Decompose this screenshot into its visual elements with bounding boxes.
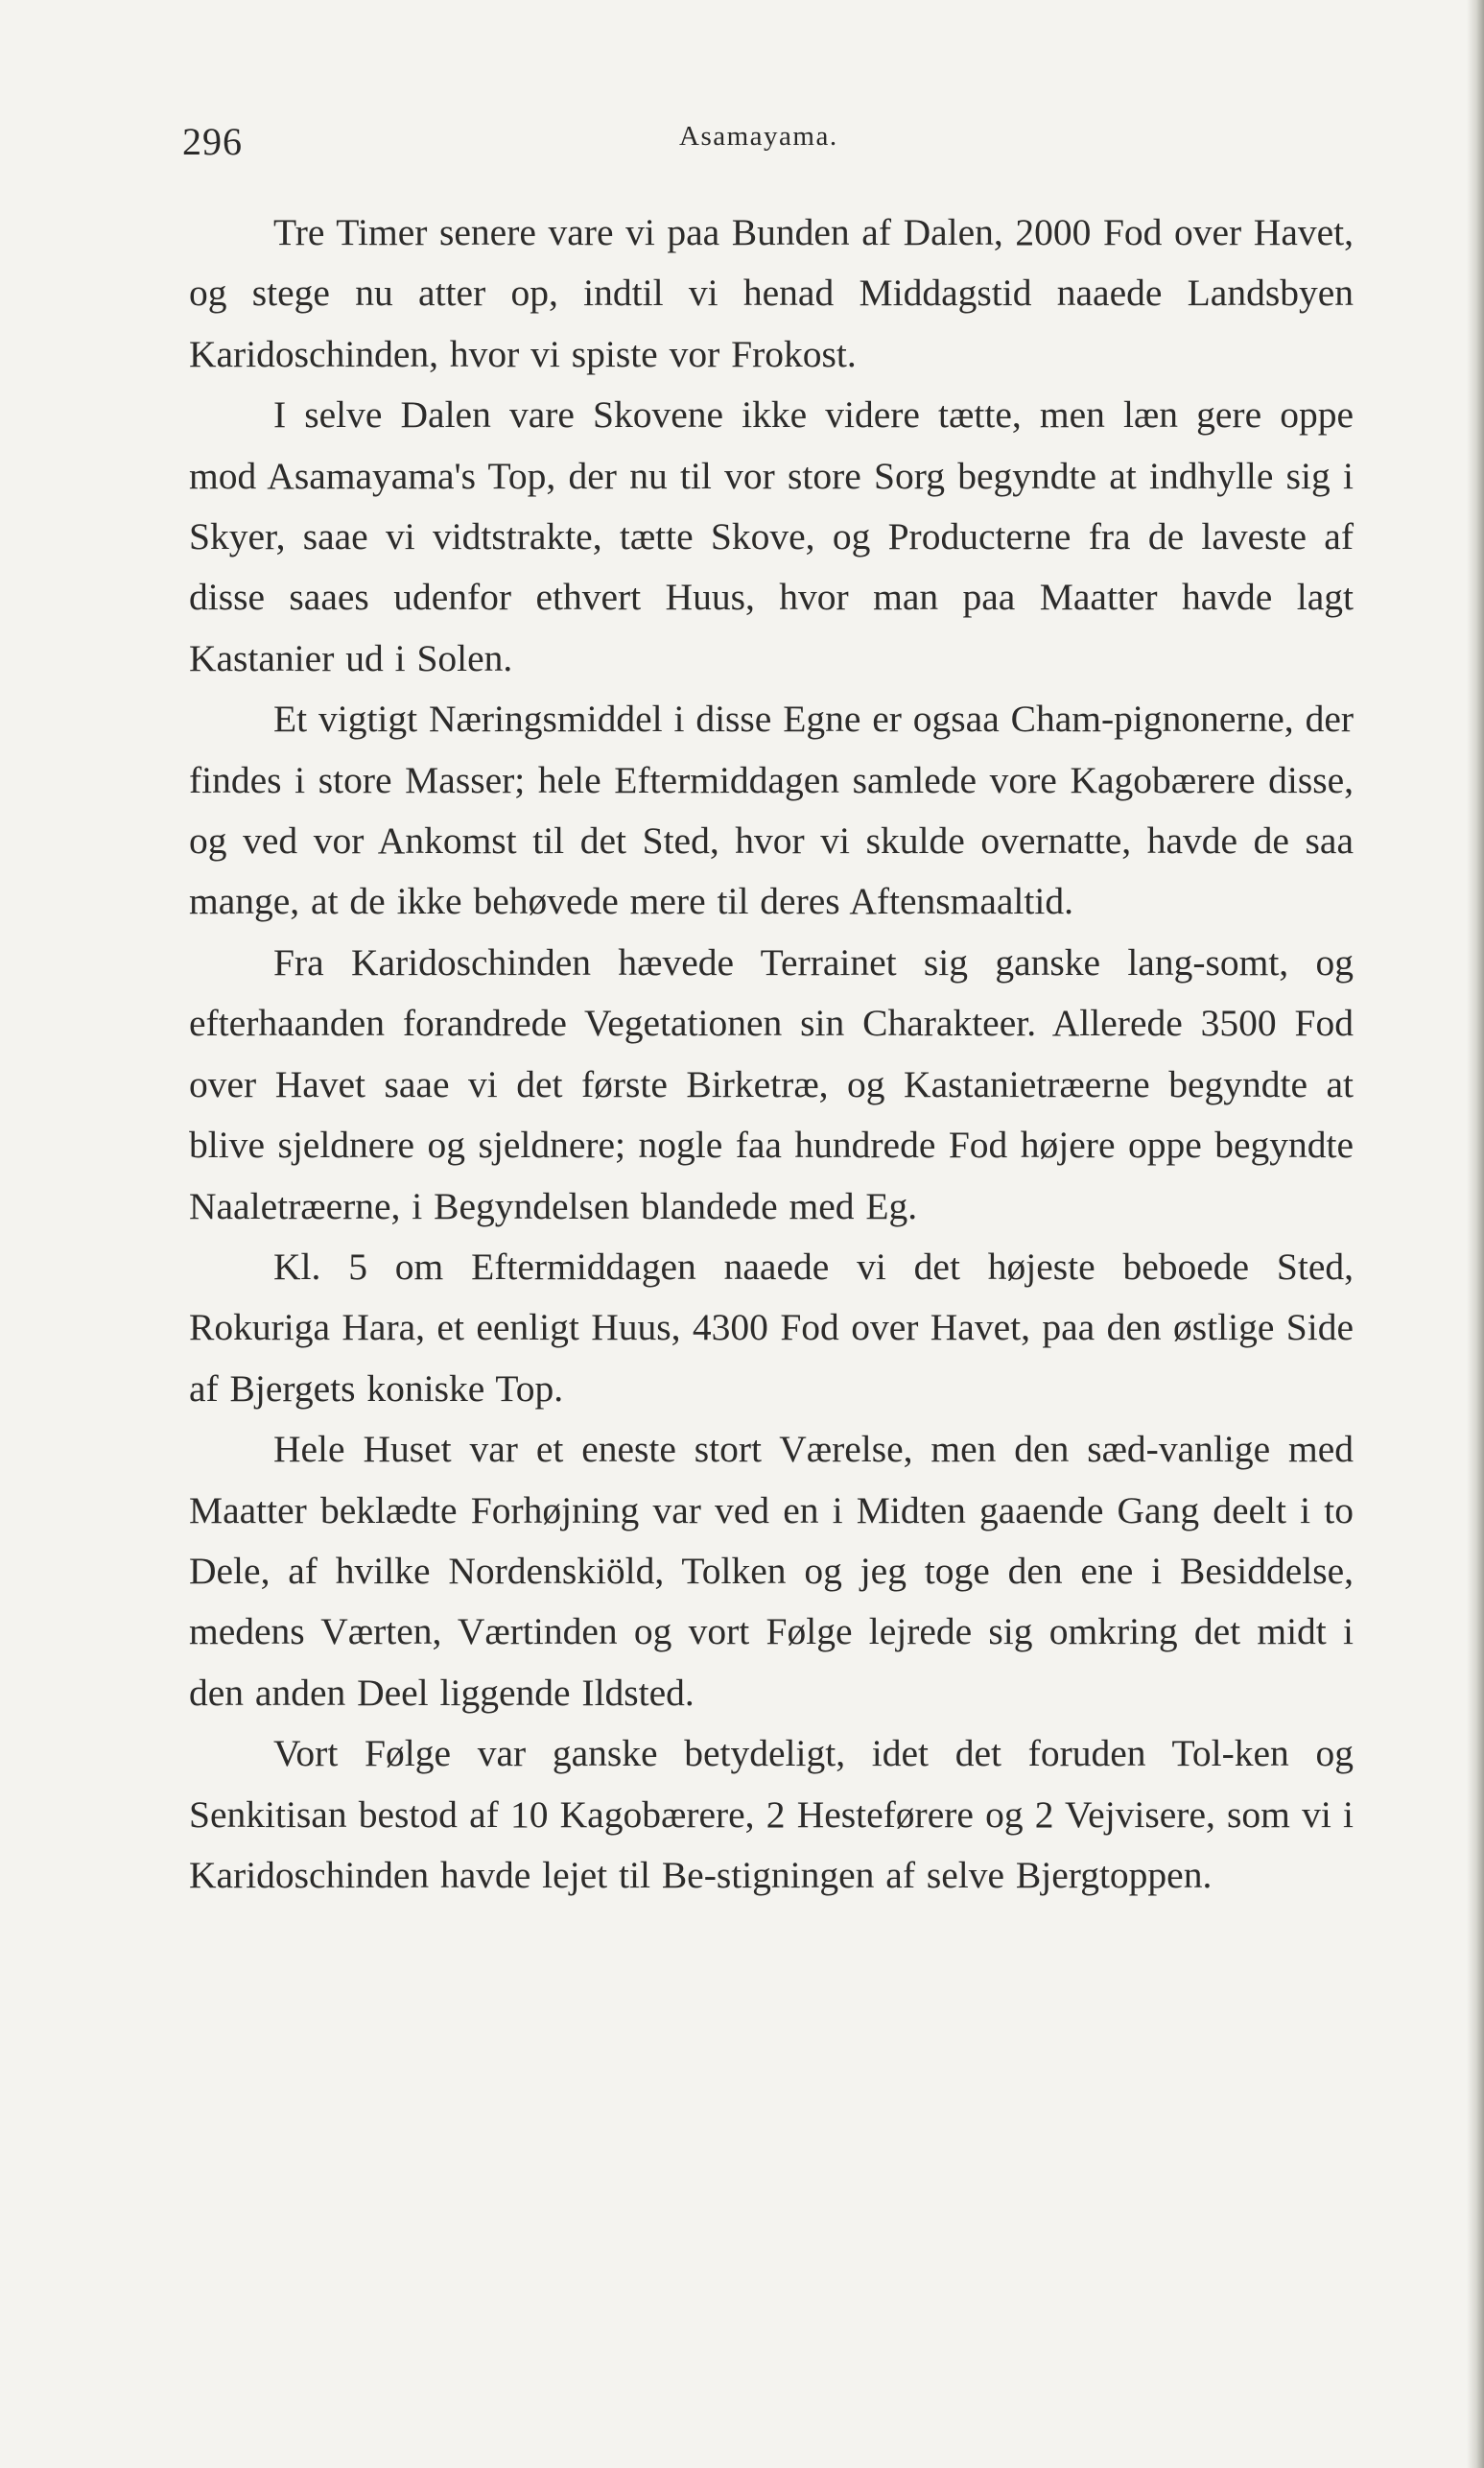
running-head: Asamayama. [679,121,838,152]
body-text [189,202,1354,1906]
paragraph: I selve Dalen vare Skovene ikke videre tætte, men læn gere oppe mod Asamayama's Top, der nu til vor store Sorg begyndte at indhylle sig i Skyer, saae vi vidtstrakte, tætte Skove, og Producterne fra de laveste af disse saaes udenfor ethvert Huus, hvor man paa Maatter havde lagt Kastanier ud i Solen. [189,393,1354,679]
page-number: 296 [182,120,243,163]
page-header [182,113,1353,171]
paragraph: Vort Følge var ganske betydeligt, idet det foruden Tol-ken og Senkitisan bestod af 10 Kagobærere, 2 Hesteførere og 2 Vejvisere, som vi i Karidoschinden havde lejet til Be-stigningen af selve Bjergtoppen. [189,1732,1354,1896]
paragraph: Tre Timer senere vare vi paa Bunden af Dalen, 2000 Fod over Havet, og stege nu atter op, indtil vi henad Middagstid naaede Landsbyen Karidoschinden, hvor vi spiste vor Frokost. [189,211,1354,375]
paragraph: Hele Huset var et eneste stort Værelse, men den sæd-vanlige med Maatter beklædte Forhøjning var ved en i Midten gaaende Gang deelt i to Dele, af hvilke Nordenskiöld, Tolken og jeg toge den ene i Besiddelse, medens Værten, Værtinden og vort Følge lejrede sig omkring det midt i den anden Deel liggende Ildsted. [189,1428,1354,1714]
paragraph: Kl. 5 om Eftermiddagen naaede vi det højeste beboede Sted, Rokuriga Hara, et eenligt Huus, 4300 Fod over Havet, paa den østlige Side af Bjergets koniske Top. [189,1245,1354,1410]
page-edge-shadow [1467,0,1484,2468]
paragraph: Fra Karidoschinden hævede Terrainet sig ganske lang-somt, og efterhaanden forandrede Vegetationen sin Charakteer. Allerede 3500 Fod over Havet saae vi det første Birketræ, og Kastanietræerne begyndte at blive sjeldnere og sjeldnere; nogle faa hundrede Fod højere oppe begyndte Naaletræerne, i Begyndelsen blandede med Eg. [189,940,1354,1227]
paragraph: Et vigtigt Næringsmiddel i disse Egne er ogsaa Cham-pignonerne, der findes i store Masser; hele Eftermiddagen samlede vore Kagobærere disse, og ved vor Ankomst til det Sted, hvor vi skulde overnatte, havde de saa mange, at de ikke behøvede mere til deres Aftensmaaltid. [189,698,1354,923]
